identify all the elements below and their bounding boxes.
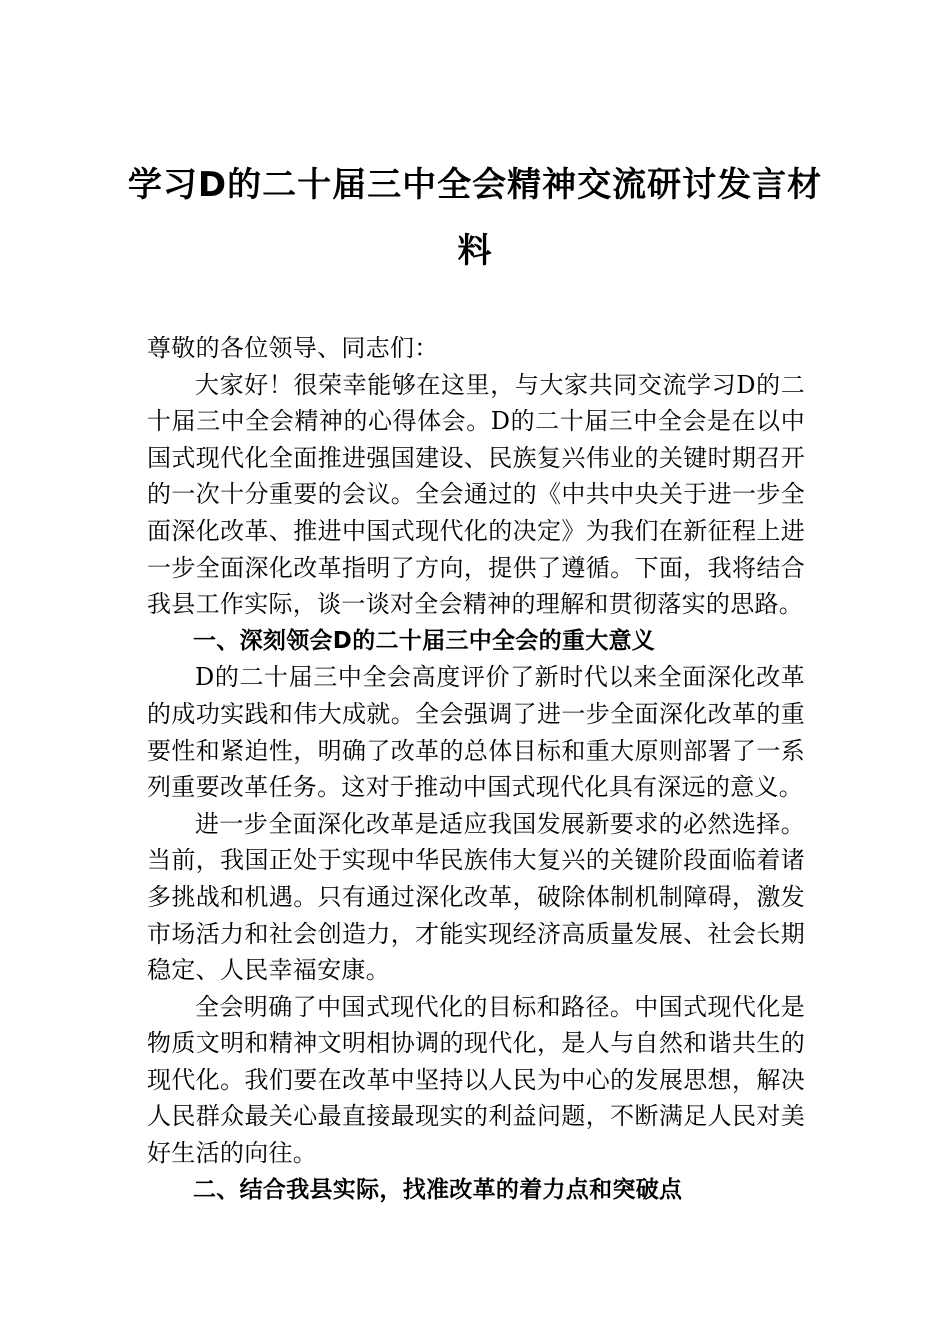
section1-paragraph-3: 全会明确了中国式现代化的目标和路径。中国式现代化是物质文明和精神文明相协调的现代化，是人与自然和谐共生的现代化。我们要在改革中坚持以人民为中心的发展思想，解决人民群众最关心最直接最现实的利益问题，不断满足人民对美好生活的向往。 (147, 992, 805, 1168)
section-heading-2: 二、结合我县实际，找准改革的着力点和突破点 (193, 1176, 683, 1203)
section1-paragraph-2: 进一步全面深化改革是适应我国发展新要求的必然选择。当前，我国正处于实现中华民族伟大复兴的关键阶段面临着诸多挑战和机遇。只有通过深化改革，破除体制机制障碍，激发市场活力和社会创造力，才能实现经济高质量发展、社会长期稳定、人民幸福安康。 (147, 809, 805, 985)
section-heading-1: 一、深刻领会D的二十届三中全会的重大意义 (193, 627, 656, 654)
section1-paragraph-1: D的二十届三中全会高度评价了新时代以来全面深化改革的成功实践和伟大成就。全会强调了进一步全面深化改革的重要性和紧迫性，明确了改革的总体目标和重大原则部署了一系列重要改革任务。这对于推动中国式现代化具有深远的意义。 (147, 663, 805, 802)
document-body (147, 330, 805, 1208)
greeting: 尊敬的各位领导、同志们： (147, 334, 439, 362)
intro-paragraph: 大家好！很荣幸能够在这里，与大家共同交流学习D的二十届三中全会精神的心得体会。D的二十届三中全会是在以中国式现代化全面推进强国建设、民族复兴伟业的关键时期召开的一次十分重要的会议。全会通过的《中共中央关于进一步全面深化改革、推进中国式现代化的决定》为我们在新征程上进一步全面深化改革指明了方向，提供了遵循。下面，我将结合我县工作实际，谈一谈对全会精神的理解和贯彻落实的思路。 (147, 370, 805, 619)
document-title: 学习D的二十届三中全会精神交流研讨发言材料 (127, 165, 823, 271)
